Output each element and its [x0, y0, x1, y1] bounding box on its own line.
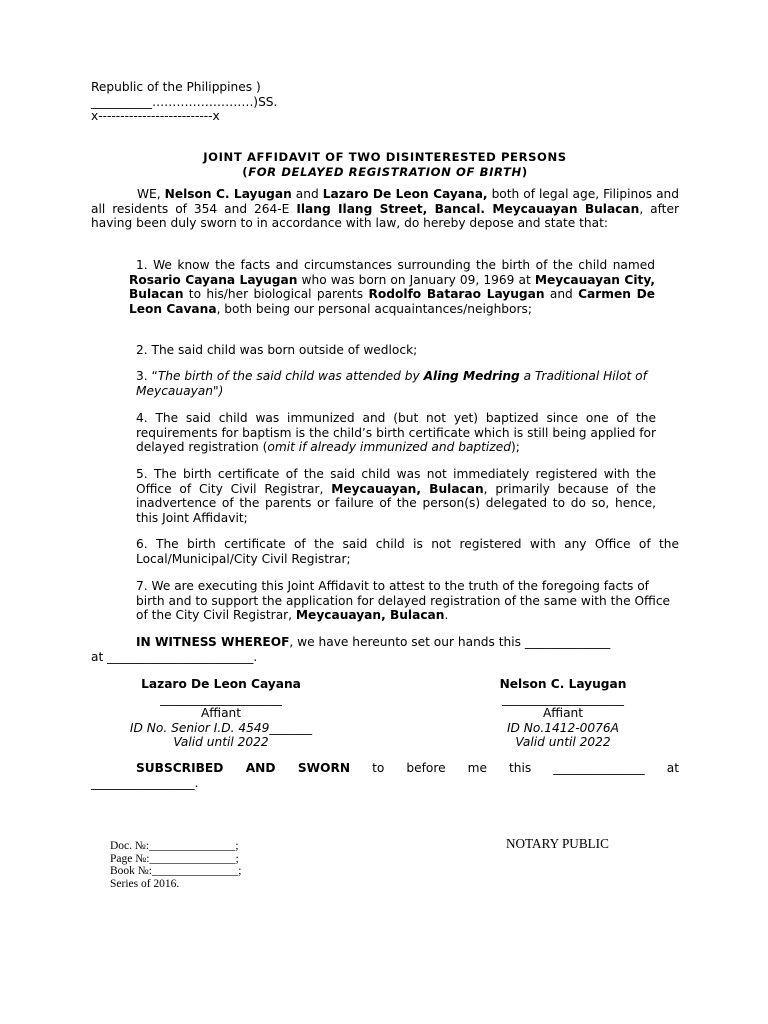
document-title — [91, 150, 679, 179]
p5-text: , primarily because of the inadvertence of the parents or failure of the person(s) delegated to do so, hence, this Joint Affidavit; — [136, 481, 656, 525]
venue-country: Republic of the Philippines ) — [91, 80, 261, 94]
subscribed-date-line: _________________. — [91, 776, 199, 790]
paragraph-7 — [136, 579, 679, 623]
mother-name: Carmen De Leon Cavana — [129, 287, 655, 316]
affiant-left-block — [106, 677, 336, 750]
witness-place: at ________________________. — [91, 650, 258, 664]
p3-text: 3. “ — [136, 369, 158, 383]
affiant-right-role: Affiant — [542, 706, 584, 721]
title-sub — [91, 165, 679, 180]
intro-text: , after having been duly sworn to in accordance with law, do hereby depose and state that: — [91, 201, 679, 231]
p1-text: who was born on January 09, 1969 at — [297, 272, 535, 287]
venue-separator: x--------------------------x — [91, 109, 220, 124]
doc-number: Doc. №:_______________; — [110, 840, 239, 852]
father-name: Rodolfo Batarao Layugan — [368, 287, 545, 302]
paragraph-3 — [136, 369, 656, 399]
title-sub-close: ) — [521, 164, 528, 179]
title-main: JOINT AFFIDAVIT OF TWO DISINTERESTED PERSONS — [203, 150, 567, 164]
affiant-name-2: Lazaro De Leon Cayana, — [322, 187, 488, 201]
p1-text: and — [544, 287, 579, 302]
page-number: Page №:_______________; — [110, 852, 239, 865]
p4-text: ); — [510, 440, 520, 455]
birth-place: Meycauayan City, Bulacan — [129, 272, 655, 302]
signature-line: ____________________ — [160, 691, 282, 706]
intro-text: WE, — [137, 187, 165, 201]
witness-heading: IN WITNESS WHEREOF — [136, 635, 290, 649]
affiant-right-valid: Valid until 2022 — [515, 735, 611, 750]
p3-italic: a Traditional Hilot of Meycauayan") — [136, 369, 647, 398]
notarial-register — [110, 840, 241, 890]
intro-text: and — [291, 187, 323, 201]
p7-text: 7. We are executing this Joint Affidavit to attest to the truth of the foregoing facts of birth and to support the application for delayed registration of the same with the Office of the City Civil Registrar, — [136, 579, 671, 623]
paragraph-5 — [136, 467, 656, 525]
affiant-left-name: Lazaro De Leon Cayana — [141, 677, 301, 691]
paragraph-6: 6. The birth certificate of the said child is not registered with any Office of the Local/Municipal/City Civil Registrar; — [136, 537, 679, 566]
subscribed-heading: SUBSCRIBED AND SWORN — [136, 761, 351, 775]
affiant-right-id: ID No.1412-0076A — [506, 720, 620, 735]
subscribed-line — [136, 761, 679, 776]
p5-text: 5. The birth certificate of the said child was not immediately registered with the Office of City Civil Registrar, — [136, 467, 656, 496]
affiant-right-name: Nelson C. Layugan — [499, 677, 627, 691]
p3-italic: The birth of the said child was attended by — [157, 369, 424, 383]
signature-line: ____________________ — [502, 691, 624, 706]
paragraph-1 — [129, 258, 655, 316]
title-sub-text: FOR DELAYED REGISTRATION OF BIRTH — [248, 164, 522, 179]
venue-block — [91, 80, 277, 124]
paragraph-4 — [136, 411, 656, 455]
p4-italic: omit if already immunized and baptized — [267, 440, 511, 455]
affiant-right-block — [448, 677, 678, 750]
subscribed-text: to before me this _______________ at — [350, 761, 679, 775]
witness-line — [136, 635, 610, 650]
venue-city-line: __________…………………….)SS. — [91, 94, 278, 109]
notary-public-label: NOTARY PUBLIC — [506, 836, 609, 851]
registrar-location: Meycauayan, Bulacan — [331, 481, 484, 496]
p1-text: 1. We know the facts and circumstances surrounding the birth of the child named — [136, 258, 655, 272]
affiant-left-role: Affiant — [200, 706, 242, 721]
book-number: Book №:_______________; — [110, 865, 242, 878]
intro-paragraph — [91, 187, 679, 231]
series-year: Series of 2016. — [110, 877, 180, 890]
child-name: Rosario Cayana Layugan — [129, 272, 298, 287]
residence-address: Ilang Ilang Street, Bancal. Meycauayan Bulacan — [296, 201, 640, 216]
registrar-location: Meycauayan, Bulacan — [295, 608, 445, 623]
affiant-name-1: Nelson C. Layugan — [164, 187, 292, 201]
witness-text: , we have hereunto set our hands this ______________ — [289, 635, 611, 649]
title-sub-open: ( — [242, 164, 249, 179]
paragraph-2: 2. The said child was born outside of wedlock; — [136, 343, 418, 357]
p7-text: . — [444, 608, 449, 623]
affiant-left-valid: Valid until 2022 — [173, 735, 269, 750]
affiant-left-id: ID No. Senior I.D. 4549_______ — [129, 720, 313, 735]
p1-text: to his/her biological parents — [183, 287, 369, 302]
p1-text: , both being our personal acquaintances/neighbors; — [216, 301, 532, 316]
intro-text: both of legal age, Filipinos and all residents of 354 and 264-E — [91, 187, 679, 216]
p4-text: 4. The said child was immunized and (but not yet) baptized since one of the requirements for baptism is the child’s birth certificate which is still being applied for delayed registration ( — [136, 411, 656, 455]
midwife-name: Aling Medring — [423, 369, 520, 383]
